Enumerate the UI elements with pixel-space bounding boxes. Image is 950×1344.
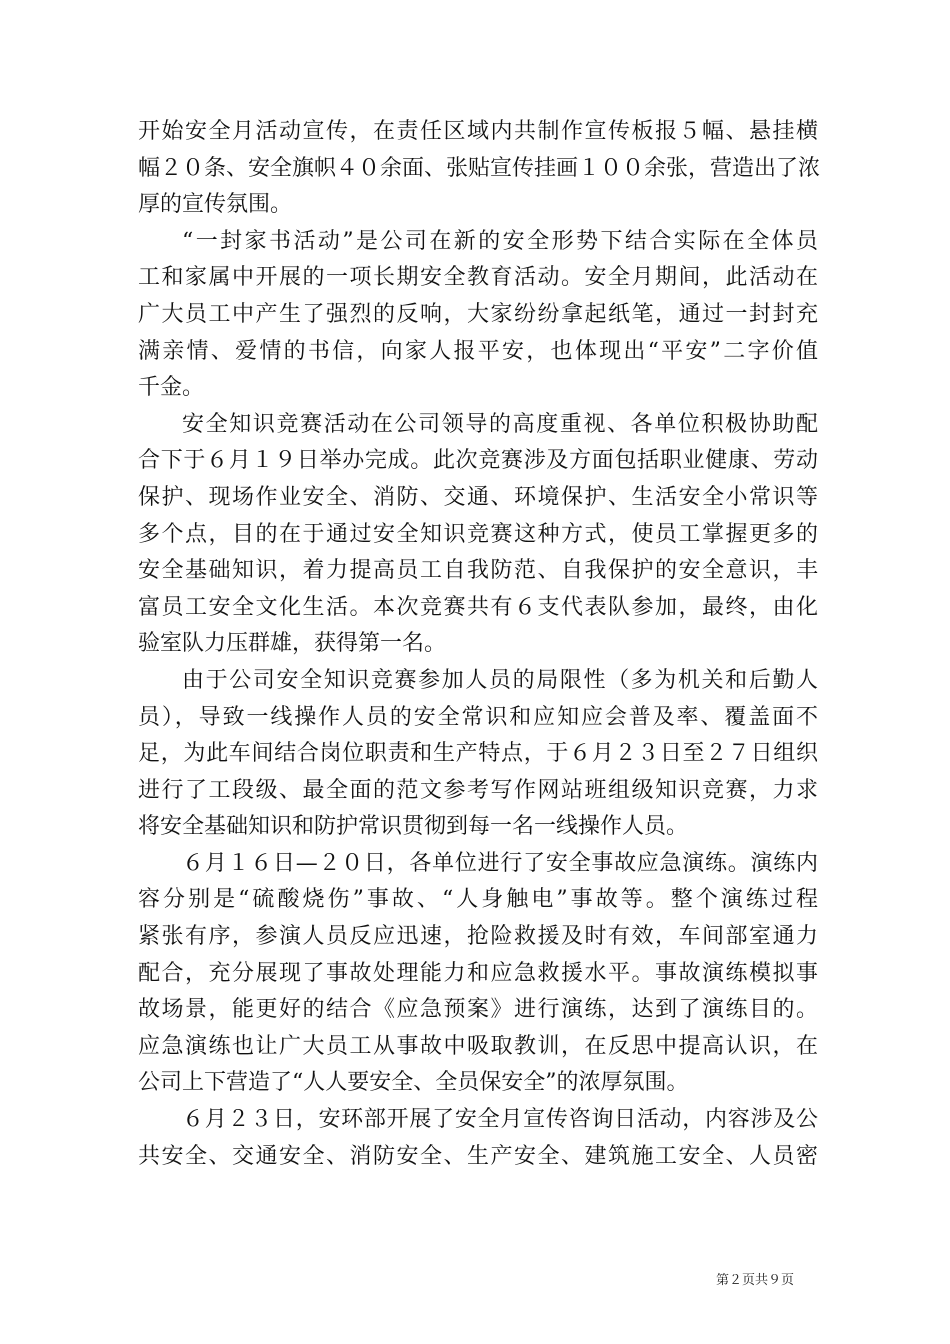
text-line: 合下于６月１９日举办完成。此次竞赛涉及方面包括职业健康、劳动 [138,448,818,474]
text-line: 满亲情、爱情的书信，向家人报平安，也体现出“平安”二字价值 [138,338,818,364]
text-line: 厚的宣传氛围。 [138,192,293,218]
text-line: 容分别是“硫酸烧伤”事故、“人身触电”事故等。整个演练过程 [138,887,818,913]
text-line: ６月２３日，安环部开展了安全月宣传咨询日活动，内容涉及公 [182,1107,818,1133]
text-line: 将安全基础知识和防护常识贯彻到每一名一线操作人员。 [138,814,689,840]
text-line: 验室队力压群雄，获得第一名。 [138,631,447,657]
page-number-footer: 第２页共９页 [716,1273,795,1288]
text-line: 多个点，目的在于通过安全知识竞赛这种方式，使员工掌握更多的 [138,521,818,547]
text-line: 紧张有序，参演人员反应迅速，抢险救援及时有效，车间部室通力 [138,924,818,950]
text-line: 足，为此车间结合岗位职责和生产特点，于６月２３日至２７日组织 [138,741,818,767]
text-line: 工和家属中开展的一项长期安全教育活动。安全月期间，此活动在 [138,265,818,291]
text-line: 富员工安全文化生活。本次竞赛共有６支代表队参加，最终，由化 [138,594,818,620]
text-line: 开始安全月活动宣传，在责任区域内共制作宣传板报５幅、悬挂横 [138,119,818,144]
text-line: 广大员工中产生了强烈的反响，大家纷纷拿起纸笔，通过一封封充 [138,301,818,327]
text-line: 由于公司安全知识竞赛参加人员的局限性（多为机关和后勤人 [182,667,818,693]
text-line: 故场景，能更好的结合《应急预案》进行演练，达到了演练目的。 [138,997,818,1023]
text-line: 员），导致一线操作人员的安全常识和应知应会普及率、覆盖面不 [138,704,818,730]
text-line: 保护、现场作业安全、消防、交通、环境保护、生活安全小常识等 [138,484,818,510]
text-line: ６月１６日—２０日，各单位进行了安全事故应急演练。演练内 [182,850,818,876]
body-text [138,114,821,1175]
text-line: “一封家书活动”是公司在新的安全形势下结合实际在全体员 [182,228,818,254]
text-line: 千金。 [138,375,205,401]
text-line: 安全基础知识，着力提高员工自我防范、自我保护的安全意识，丰 [138,558,818,584]
text-line: 公司上下营造了“人人要安全、全员保安全”的浓厚氛围。 [138,1070,689,1096]
text-line: 幅２０条、安全旗帜４０余面、张贴宣传挂画１００余张，营造出了浓 [138,155,821,181]
text-line: 安全知识竞赛活动在公司领导的高度重视、各单位积极协助配 [182,411,818,437]
text-line: 共安全、交通安全、消防安全、生产安全、建筑施工安全、人员密 [138,1143,818,1169]
text-line: 应急演练也让广大员工从事故中吸取教训，在反思中提高认识，在 [138,1033,818,1059]
text-line: 配合，充分展现了事故处理能力和应急救援水平。事故演练模拟事 [138,960,818,986]
text-line: 进行了工段级、最全面的范文参考写作网站班组级知识竞赛，力求 [138,777,818,803]
